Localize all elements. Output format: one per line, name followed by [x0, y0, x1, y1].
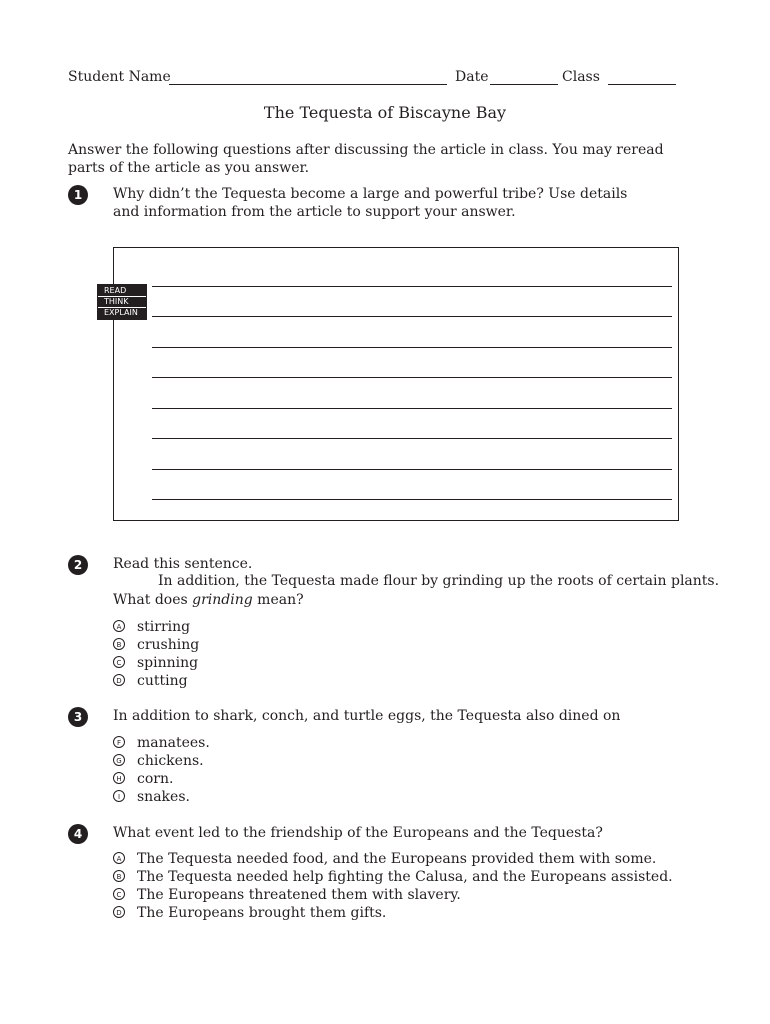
- question-4-text: What event led to the friendship of the Europeans and the Tequesta?: [113, 825, 603, 841]
- answer-bubble[interactable]: A: [113, 852, 125, 864]
- option-text: cutting: [137, 673, 188, 689]
- question-1-text: Why didn’t the Tequesta become a large and powerful tribe? Use details and information from the article to support your answer.: [113, 186, 628, 220]
- answer-bubble[interactable]: G: [113, 754, 125, 766]
- option-h[interactable]: [113, 770, 173, 788]
- date-field[interactable]: [490, 84, 558, 85]
- prompt-text: mean?: [252, 592, 304, 608]
- answer-bubble[interactable]: D: [113, 906, 125, 918]
- answer-bubble[interactable]: A: [113, 620, 125, 632]
- writing-line[interactable]: [152, 408, 672, 409]
- option-d[interactable]: [113, 672, 188, 690]
- writing-line[interactable]: [152, 347, 672, 348]
- question-3-text: In addition to shark, conch, and turtle eggs, the Tequesta also dined on: [113, 708, 621, 724]
- option-text: The Tequesta needed food, and the Europeans provided them with some.: [137, 851, 657, 867]
- date-label: Date: [455, 69, 489, 85]
- writing-line[interactable]: [152, 469, 672, 470]
- writing-line[interactable]: [152, 377, 672, 378]
- option-text: manatees.: [137, 735, 210, 751]
- option-d[interactable]: [113, 904, 386, 922]
- answer-bubble[interactable]: B: [113, 870, 125, 882]
- answer-box[interactable]: [113, 247, 679, 521]
- class-label: Class: [562, 69, 600, 85]
- class-field[interactable]: [608, 84, 676, 85]
- student-name-label: Student Name: [68, 69, 171, 85]
- option-a[interactable]: [113, 850, 656, 868]
- option-text: The Europeans brought them gifts.: [137, 905, 387, 921]
- read-think-explain-badge: [97, 284, 147, 320]
- option-text: The Europeans threatened them with slavery.: [137, 887, 461, 903]
- answer-bubble[interactable]: B: [113, 638, 125, 650]
- student-info-header: [68, 68, 678, 88]
- option-b[interactable]: [113, 868, 673, 886]
- option-text: crushing: [137, 637, 200, 653]
- badge-read: READ: [98, 286, 146, 297]
- question-3-number: 3: [68, 707, 88, 727]
- answer-bubble[interactable]: C: [113, 888, 125, 900]
- option-f[interactable]: [113, 734, 210, 752]
- student-name-field[interactable]: [169, 84, 447, 85]
- option-a[interactable]: [113, 618, 190, 636]
- writing-line[interactable]: [152, 499, 672, 500]
- option-text: spinning: [137, 655, 199, 671]
- writing-line[interactable]: [152, 316, 672, 317]
- writing-line[interactable]: [152, 286, 672, 287]
- option-c[interactable]: [113, 654, 198, 672]
- question-1-number: 1: [68, 185, 88, 205]
- answer-bubble[interactable]: H: [113, 772, 125, 784]
- option-text: stirring: [137, 619, 191, 635]
- option-text: The Tequesta needed help fighting the Calusa, and the Europeans assisted.: [137, 869, 673, 885]
- question-2-lead: Read this sentence.: [113, 556, 253, 572]
- prompt-text: What does: [113, 592, 193, 608]
- instructions: Answer the following questions after discussing the article in class. You may reread parts of the article as you answer.: [68, 142, 664, 176]
- prompt-word: grinding: [192, 592, 253, 608]
- option-text: corn.: [137, 771, 174, 787]
- answer-bubble[interactable]: C: [113, 656, 125, 668]
- answer-bubble[interactable]: I: [113, 790, 125, 802]
- badge-think: THINK: [98, 297, 146, 308]
- option-g[interactable]: [113, 752, 204, 770]
- question-4-number: 4: [68, 824, 88, 844]
- option-text: chickens.: [137, 753, 204, 769]
- option-i[interactable]: [113, 788, 190, 806]
- badge-explain: EXPLAIN: [104, 308, 138, 317]
- answer-bubble[interactable]: F: [113, 736, 125, 748]
- page-title: The Tequesta of Biscayne Bay: [263, 103, 507, 122]
- question-2-quote: In addition, the Tequesta made flour by grinding up the roots of certain plants.: [158, 573, 720, 589]
- writing-line[interactable]: [152, 438, 672, 439]
- question-2-prompt: [113, 591, 304, 609]
- question-2-number: 2: [68, 555, 88, 575]
- option-c[interactable]: [113, 886, 461, 904]
- option-b[interactable]: [113, 636, 199, 654]
- option-text: snakes.: [137, 789, 190, 805]
- answer-bubble[interactable]: D: [113, 674, 125, 686]
